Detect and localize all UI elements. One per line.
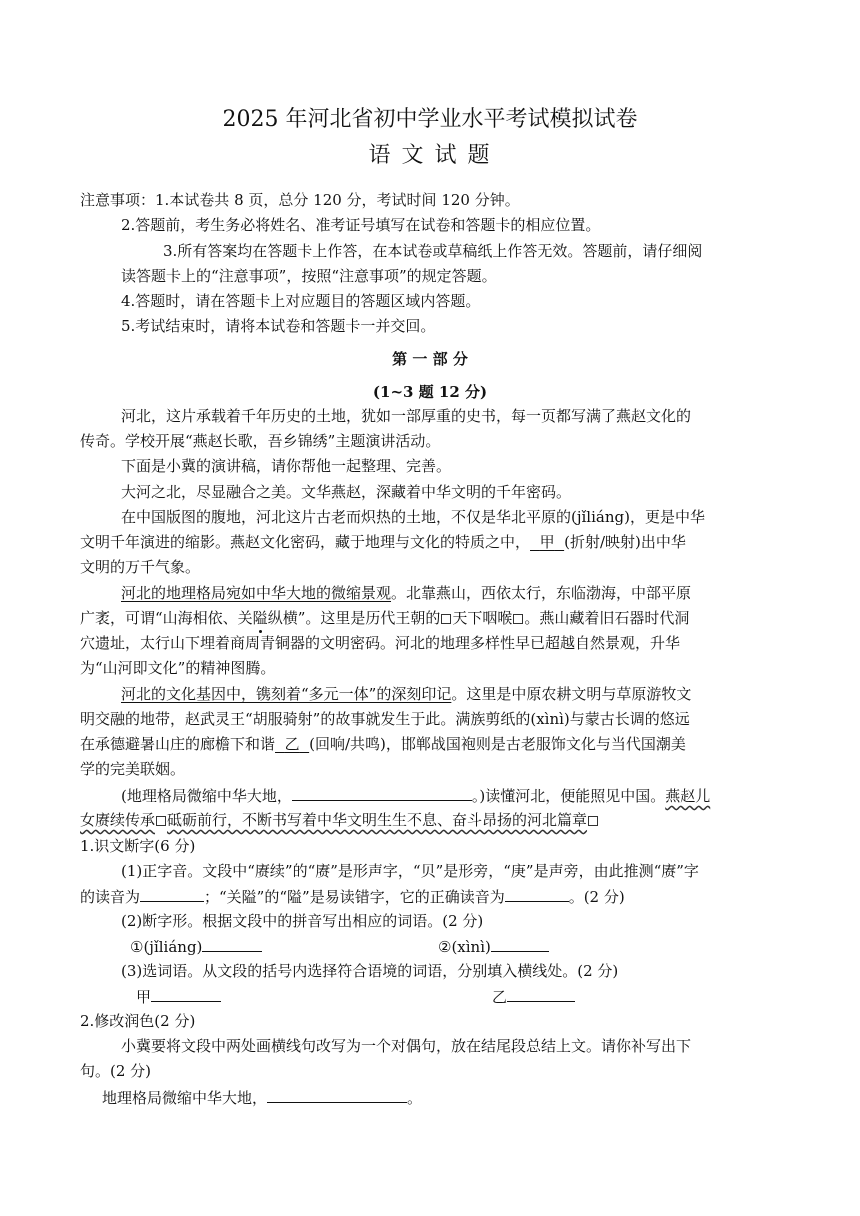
notice-3b: 读答题卡上的“注意事项”，按照“注意事项”的规定答题。 — [121, 267, 497, 285]
q1-part2-a: ①(jǐliáng) — [130, 937, 262, 958]
q1-part2-b: ②(xìnì) — [438, 937, 549, 958]
answer-blank[interactable] — [202, 937, 262, 952]
answer-blank[interactable] — [491, 937, 549, 952]
punctuation-box — [588, 816, 598, 826]
q2-answer-line: 地理格局微缩中华大地， 。 — [102, 1089, 423, 1107]
passage-p5-line1: (地理格局微缩中华大地， 。)读懂河北，便能照见中国。燕赵儿 — [121, 787, 711, 805]
passage-p2-line1: 在中国版图的腹地，河北这片古老而炽热的土地，不仅是华北平原的(jǐliáng)，更是中华 — [121, 508, 705, 526]
part-score-range: (1~3 题 12 分) — [372, 383, 488, 401]
q1-part1-line1: (1)正字音。文段中“赓续”的“赓”是形声字，“贝”是形旁，“庚”是声旁，由此推测“赓”字 — [121, 862, 699, 880]
passage-p4-line1: 河北的文化基因中，镌刻着“多元一体”的深刻印记。这里是中原农耕文明与草原游牧文 — [121, 685, 692, 703]
passage-p4-line2: 明交融的地带，赵武灵王“胡服骑射”的故事就发生于此。满族剪纸的(xìnì)与蒙古长调的悠远 — [80, 710, 690, 728]
question-2-title: 2.修改润色(2 分) — [80, 1012, 196, 1030]
underlined-sentence-2: 河北的文化基因中，镌刻着“多元一体”的深刻印记 — [121, 685, 452, 703]
q1-part3: (3)选词语。从文段的括号内选择符合语境的词语，分别填入横线处。(2 分) — [121, 962, 619, 980]
p2-text-pre: 文明千年演进的缩影。燕赵文化密码，藏于地理与文化的特质之中， — [80, 533, 531, 551]
q1-part3-yi: 乙 — [492, 987, 575, 1008]
passage-p2-line3: 文明的万千气象。 — [80, 558, 201, 576]
part-heading: 第 一 部 分 — [392, 350, 468, 368]
notice-3a: 3.所有答案均在答题卡上作答，在本试卷或草稿纸上作答无效。答题前，请仔细阅 — [163, 242, 703, 260]
blank-yi: 乙 — [284, 735, 300, 753]
exam-subtitle: 语 文 试 题 — [368, 143, 492, 168]
q1-part3-jia: 甲 — [136, 987, 221, 1008]
notice-1: 注意事项：1.本试卷共 8 页，总分 120 分，考试时间 120 分钟。 — [80, 191, 520, 209]
passage-p3-line2: 广袤，可谓“山海相依、关隘纵横”。这里是历代王朝的 天下咽喉 。燕山藏着旧石器时代洞 — [80, 609, 690, 627]
punctuation-box — [156, 816, 166, 826]
passage-p4-line3: 在承德避暑山庄的廊檐下和谐 乙 (回响/共鸣)，邯郸战国袍则是古老服饰文化与当代国潮美 — [80, 735, 686, 753]
answer-blank[interactable] — [140, 887, 204, 902]
punctuation-box — [441, 614, 451, 624]
intro-line-2: 传奇。学校开展“燕赵长歌，吾乡锦绣”主题演讲活动。 — [80, 432, 441, 450]
q1-part1-line2: 的读音为 ；“关隘”的“隘”是易读错字，它的正确读音为 。(2 分) — [80, 888, 625, 906]
dotted-character: 隘 — [252, 609, 268, 627]
passage-p2-line2 — [80, 533, 686, 553]
answer-blank[interactable] — [292, 786, 472, 801]
notice-4: 4.答题时，请在答题卡上对应题目的答题区域内答题。 — [121, 292, 481, 310]
passage-p5-line2: 女赓续传承 砥砺前行，不断书写着中华文明生生不息、奋斗昂扬的河北篇章 — [80, 811, 599, 831]
punctuation-box — [513, 614, 523, 624]
exam-title: 2025 年河北省初中学业水平考试模拟试卷 — [222, 107, 638, 132]
q2-body-line1: 小冀要将文段中两处画横线句改写为一个对偶句，放在结尾段总结上文。请你补写出下 — [121, 1037, 692, 1055]
lead-line: 下面是小冀的演讲稿，请你帮他一起整理、完善。 — [121, 457, 452, 475]
passage-p4-line4: 学的完美联姻。 — [80, 760, 186, 778]
passage-p1: 大河之北，尽显融合之美。文华燕赵，深藏着中华文明的千年密码。 — [121, 483, 572, 501]
notice-5: 5.考试结束时，请将本试卷和答题卡一并交回。 — [121, 317, 436, 335]
answer-blank[interactable] — [507, 987, 575, 1002]
p2-text-post: (折射/映射)出中华 — [564, 533, 686, 551]
notice-2: 2.答题前，考生务必将姓名、准考证号填写在试卷和答题卡的相应位置。 — [121, 216, 601, 234]
answer-blank[interactable] — [505, 887, 569, 902]
blank-jia: 甲 — [539, 533, 555, 551]
q1-part2: (2)断字形。根据文段中的拼音写出相应的词语。(2 分) — [121, 912, 484, 930]
passage-p3-line3: 穴遗址，太行山下埋着商周青铜器的文明密码。河北的地理多样性早已超越自然景观，升华 — [80, 634, 681, 652]
passage-p3-line1: 河北的地理格局宛如中华大地的微缩景观。北靠燕山，西依太行，东临渤海，中部平原 — [121, 584, 692, 602]
wavy-sentence-start: 燕赵儿 — [665, 787, 711, 805]
passage-p3-line4: 为“山河即文化”的精神图腾。 — [80, 659, 276, 677]
underlined-sentence-1: 河北的地理格局宛如中华大地的微缩景观 — [121, 584, 392, 602]
intro-line-1: 河北，这片承载着千年历史的土地，犹如一部厚重的史书，每一页都写满了燕赵文化的 — [121, 407, 692, 425]
answer-blank[interactable] — [267, 1088, 407, 1103]
answer-blank[interactable] — [151, 987, 221, 1002]
q2-body-line2: 句。(2 分) — [80, 1062, 152, 1080]
question-1-title: 1.识文断字(6 分) — [80, 837, 196, 855]
